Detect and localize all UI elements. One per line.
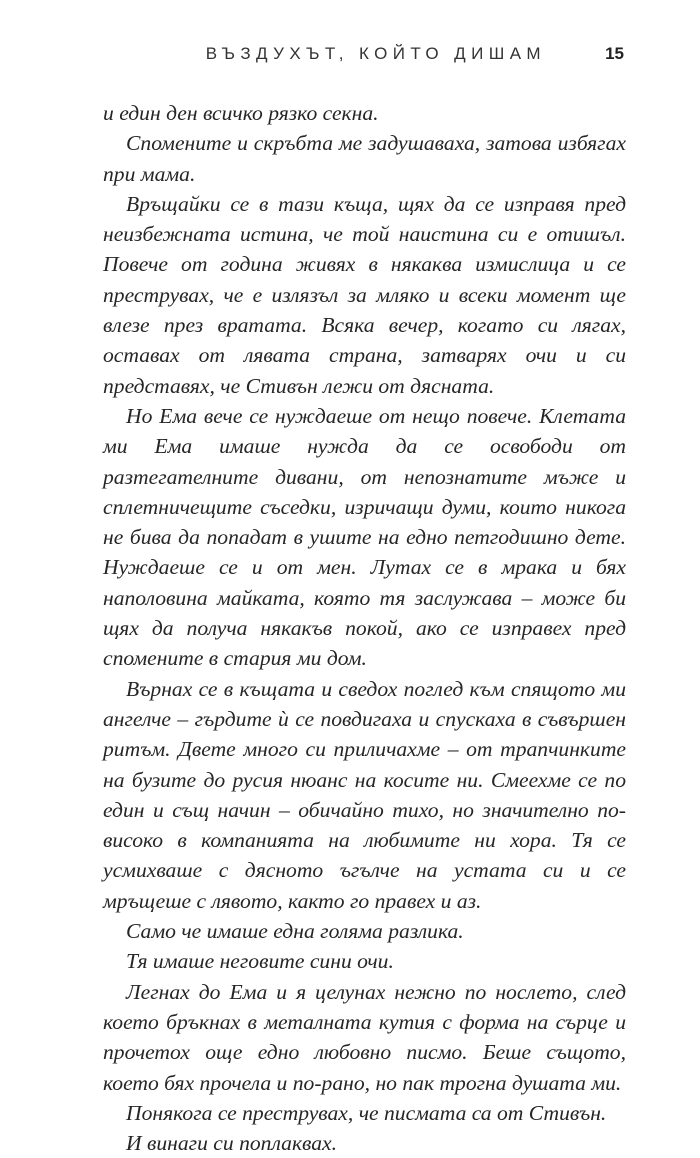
paragraph-10: И винаги си поплаквах. (126, 1131, 338, 1156)
running-head (60, 44, 624, 74)
paragraph-3: Връщайки се в тази къща, щях да се изправя пред неизбежната истина, че той наистина си е отишъл. Повече от година живях в някаква измислица и се преструвах, че е излязъл за мляко и всеки момент ще влезе през вратата. Всяка вечер, когато си лягах, оставах от лявата страна, затварях очи и си представях, че Стивън лежи от дясната. (103, 191, 626, 398)
body-text (103, 98, 626, 1158)
page-number: 15 (605, 44, 624, 63)
running-title: ВЪЗДУХЪТ, КОЙТО ДИШАМ (205, 44, 546, 63)
paragraph-7: Тя имаше неговите сини очи. (126, 949, 394, 974)
paragraph-8: Легнах до Ема и я целунах нежно по нослето, след което бръкнах в металната кутия с форма на сърце и прочетох още едно любовно писмо. Беше същото, което бях прочела и по-рано, но пак трогна душата ми. (103, 979, 626, 1095)
paragraph-1: и един ден всичко рязко секна. (103, 101, 379, 125)
paragraph-5: Върнах се в къщата и сведох поглед към спящото ми ангелче – гърдите ѝ се повдигаха и спускаха в съвършен ритъм. Двете много си приличахме – от трапчинките на бузите до русия нюанс на косите ни. Смеехме се по един и същ начин – обичайно тихо, но значително по-високо в компанията на любимите ни хора. Тя се усмихваше с дясното ъгълче на устата си и се мръщеше с лявото, както го правех и аз. (103, 676, 626, 913)
paragraph-9: Понякога се преструвах, че писмата са от Стивън. (126, 1100, 607, 1125)
paragraph-4: Но Ема вече се нуждаеше от нещо повече. Клетата ми Ема имаше нужда да се освободи от разтегателните дивани, от непознатите мъже и сплетничещите съседки, изричащи думи, които никога не бива да попадат в ушите на едно петгодишно дете. Нуждаеше се и от мен. Лутах се в мрака и бях наполовина майката, която тя заслужава – може би щях да получа някакъв покой, ако се изправех пред спомените в стария ми дом. (103, 403, 626, 671)
paragraph-6: Само че имаше една голяма разлика. (126, 919, 464, 944)
paragraph-2: Спомените и скръбта ме задушаваха, затова избягах при мама. (103, 131, 626, 186)
